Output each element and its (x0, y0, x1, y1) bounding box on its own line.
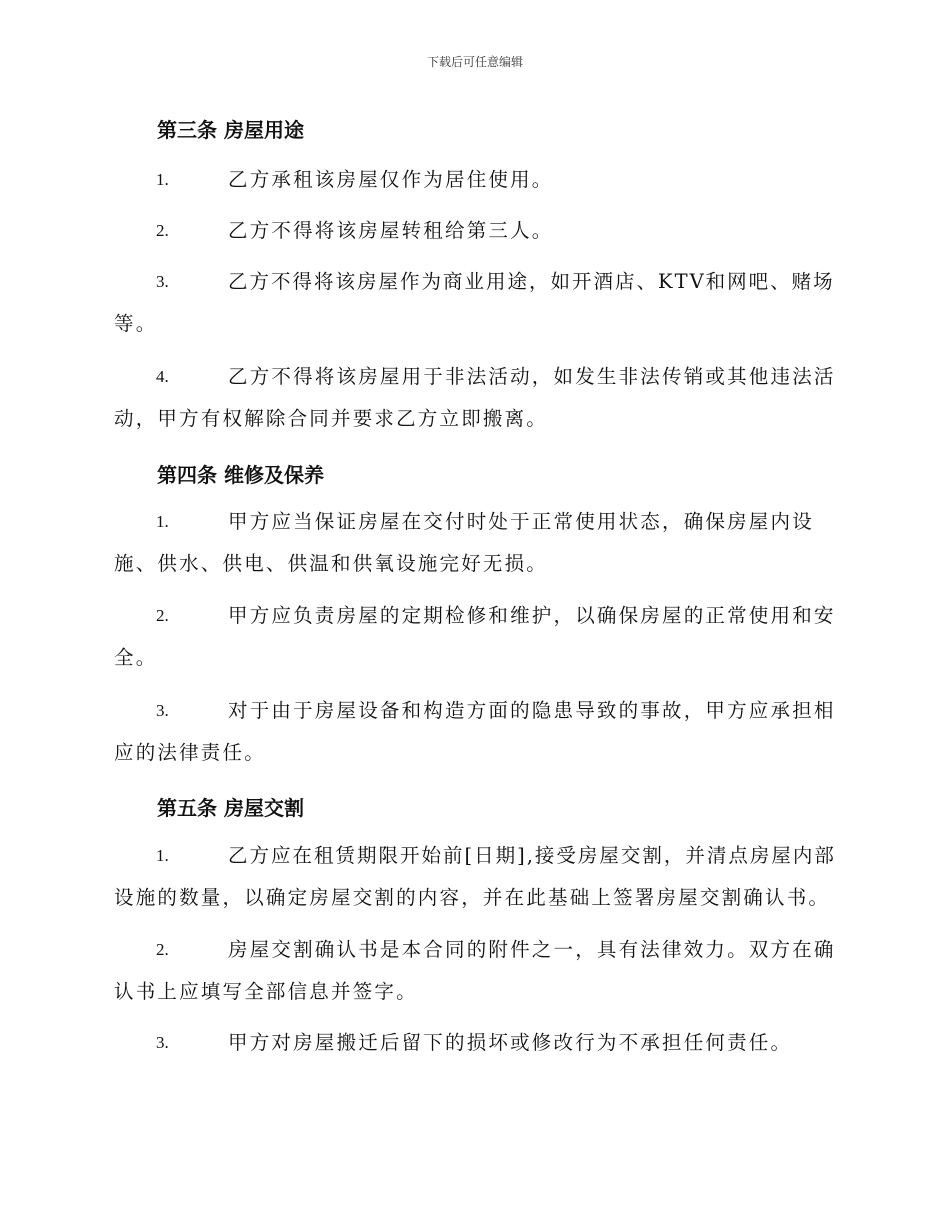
clause-text-continued: 应的法律责任。 (114, 741, 266, 764)
clause-text: 对于由于房屋设备和构造方面的隐患导致的事故，甲方应承担相 (228, 699, 836, 722)
clause-number: 3. (156, 701, 169, 720)
clause-text: 甲方应当保证房屋在交付时处于正常使用状态，确保房屋内设 (228, 510, 814, 533)
clause-text: 甲方对房屋搬迁后留下的损坏或修改行为不承担任何责任。 (228, 1031, 793, 1054)
clause-number: 2. (156, 221, 169, 240)
clause-text: 乙方不得将该房屋用于非法活动，如发生非法传销或其他违法活 (228, 365, 836, 388)
clause-3-3 (114, 261, 836, 345)
section-heading-4: 第四条 维修及保养 (157, 463, 324, 487)
clause-number: 1. (156, 512, 169, 531)
clause-5-2 (114, 929, 836, 1013)
clause-text-continued: 全。 (114, 646, 158, 669)
clause-text: 房屋交割确认书是本合同的附件之一，具有法律效力。双方在确 (228, 938, 836, 961)
clause-text: 乙方不得将该房屋转租给第三人。 (228, 219, 554, 242)
clause-number: 3. (156, 1033, 169, 1052)
clause-number: 1. (156, 846, 169, 865)
clause-number: 1. (156, 170, 169, 189)
clause-text-continued: 等。 (114, 312, 158, 335)
clause-text: 乙方不得将该房屋作为商业用途，如开酒店、KTV和网吧、赌场 (228, 270, 835, 293)
clause-4-3 (114, 690, 836, 774)
clause-number: 4. (156, 367, 169, 386)
clause-5-1 (114, 835, 836, 919)
clause-4-2 (114, 595, 836, 679)
clause-3-2 (114, 210, 836, 252)
clause-text-continued: 动，甲方有权解除合同并要求乙方立即搬离。 (114, 407, 549, 430)
clause-text-continued: 施、供水、供电、供温和供氧设施完好无损。 (114, 552, 549, 575)
clause-3-1 (114, 159, 836, 201)
clause-number: 2. (156, 940, 169, 959)
clause-number: 2. (156, 606, 169, 625)
clause-4-1 (114, 501, 836, 585)
clause-text-continued: 设施的数量，以确定房屋交割的内容，并在此基础上签署房屋交割确认书。 (114, 886, 831, 909)
clause-text: 甲方应负责房屋的定期检修和维护，以确保房屋的正常使用和安 (228, 604, 836, 627)
clause-text: 乙方应在租赁期限开始前[日期],接受房屋交割，并清点房屋内部 (228, 844, 836, 867)
clause-5-3 (114, 1022, 836, 1064)
header-note: 下载后可任意编辑 (426, 55, 523, 69)
clause-number: 3. (156, 272, 169, 291)
section-heading-5: 第五条 房屋交割 (157, 796, 304, 820)
clause-text: 乙方承租该房屋仅作为居住使用。 (228, 168, 554, 191)
clause-3-4 (114, 356, 836, 440)
section-heading-3: 第三条 房屋用途 (157, 118, 304, 142)
clause-text-continued: 认书上应填写全部信息并签字。 (114, 980, 418, 1003)
